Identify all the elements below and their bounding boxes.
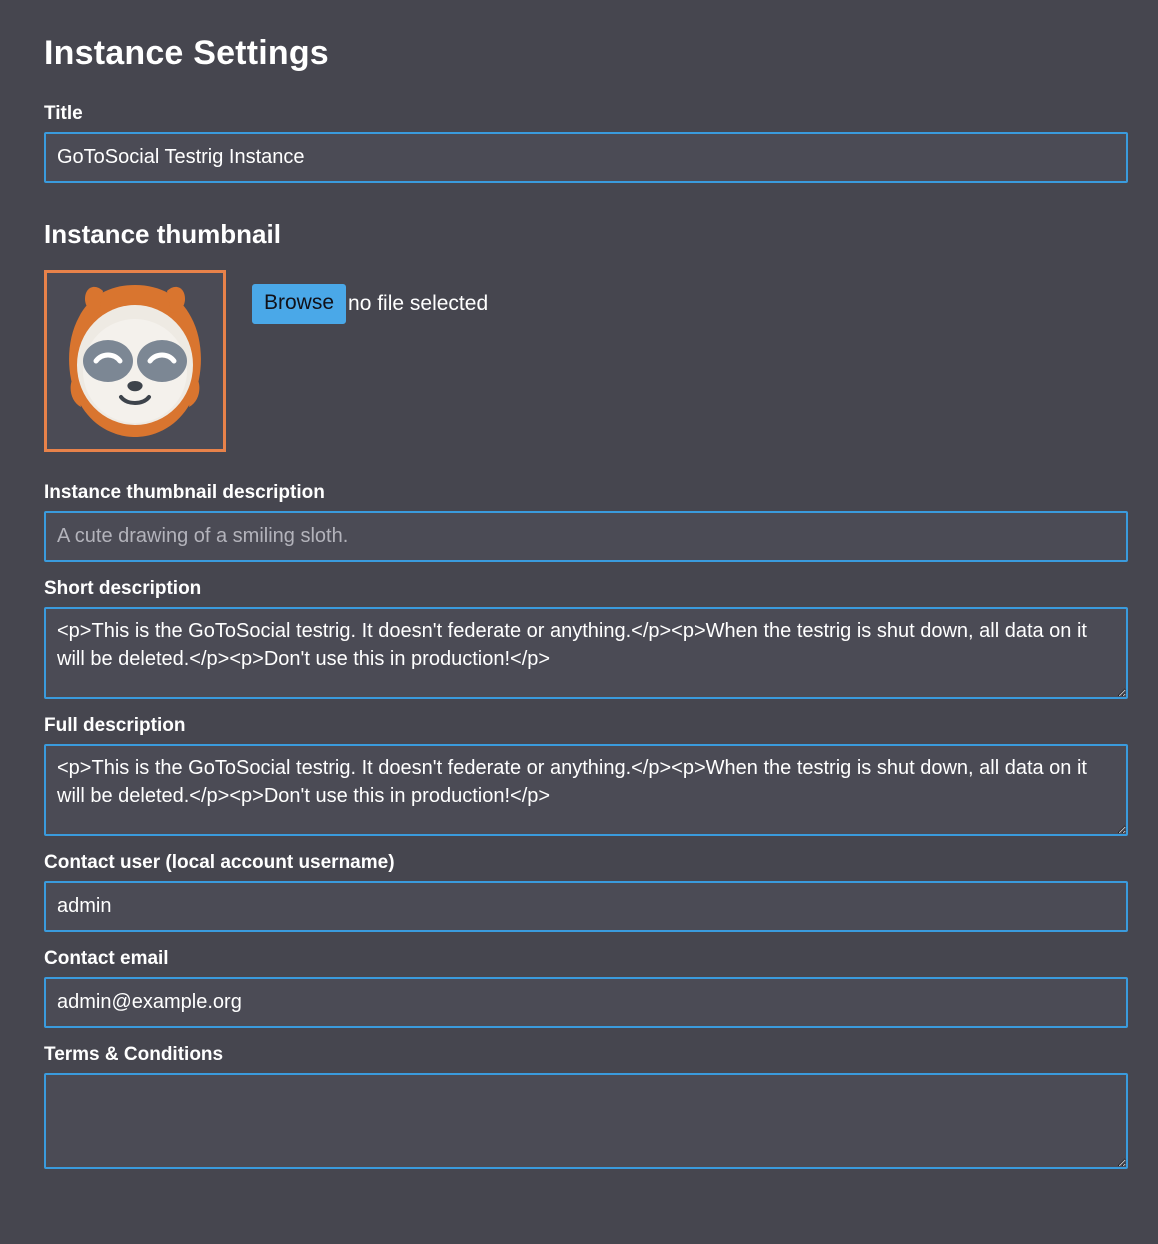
browse-button[interactable]: Browse [252,284,346,324]
thumbnail-row [44,270,1128,452]
field-thumbnail-description [44,482,1128,562]
file-status-text: no file selected [348,292,489,315]
contact-user-input[interactable] [44,881,1128,932]
field-contact-email [44,948,1128,1028]
field-contact-user [44,852,1128,932]
short-description-label: Short description [44,578,202,599]
contact-user-label: Contact user (local account username) [44,852,395,873]
file-picker [252,270,488,324]
contact-email-input[interactable] [44,977,1128,1028]
page-title: Instance Settings [44,34,329,72]
instance-thumbnail-section [44,219,1128,452]
contact-email-label: Contact email [44,948,169,969]
smiling-sloth-icon [51,277,219,445]
thumbnail-description-input[interactable] [44,511,1128,562]
field-terms-conditions [44,1044,1128,1169]
field-title [44,103,1128,183]
thumbnail-description-label: Instance thumbnail description [44,482,325,503]
title-label: Title [44,103,83,124]
terms-conditions-textarea[interactable] [44,1073,1128,1169]
full-description-textarea[interactable] [44,744,1128,836]
file-picker-row [252,284,488,324]
full-description-label: Full description [44,715,186,736]
instance-thumbnail-heading: Instance thumbnail [44,219,281,249]
field-short-description [44,578,1128,699]
thumbnail-preview[interactable] [44,270,226,452]
field-full-description [44,715,1128,836]
title-input[interactable] [44,132,1128,183]
terms-conditions-label: Terms & Conditions [44,1044,224,1065]
short-description-textarea[interactable] [44,607,1128,699]
